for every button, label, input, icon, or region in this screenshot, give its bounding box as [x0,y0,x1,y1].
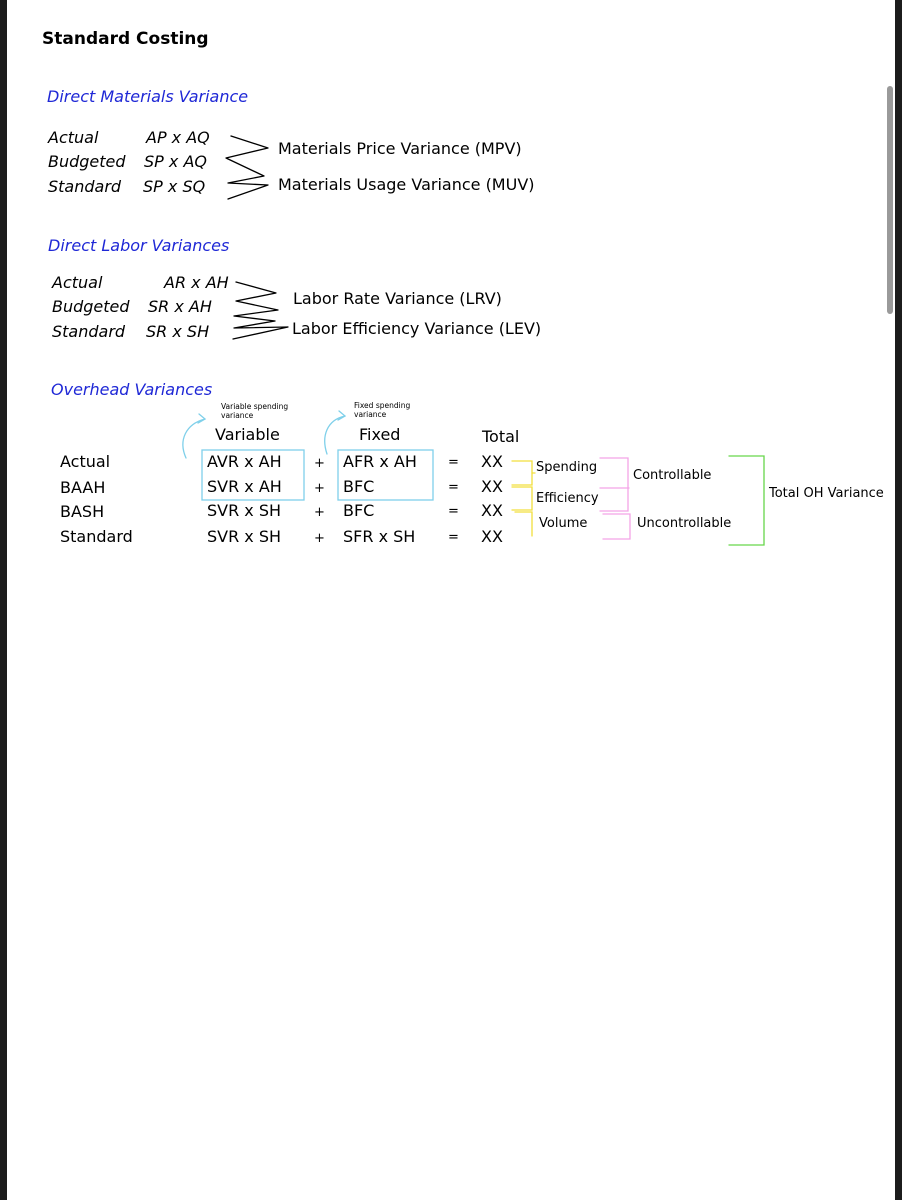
volume-label: Volume [539,516,588,531]
fixed-spending-box [338,450,433,500]
overhead-total-cell: XX [481,501,503,520]
volume-bracket [515,512,532,536]
overhead-fixed-cell: AFR x AH [343,452,417,471]
materials-row-label: Actual [48,128,99,147]
total-oh-bracket [729,456,764,545]
labor-row-label: Standard [52,322,126,341]
materials-usage-variance: Materials Usage Variance (MUV) [278,175,535,194]
equals-sign: = [448,455,459,470]
overhead-total-cell: XX [481,477,503,496]
plus-sign: + [314,481,325,496]
materials-price-variance: Materials Price Variance (MPV) [278,139,522,158]
materials-row-formula: AP x AQ [146,128,210,147]
overhead-heading: Overhead Variances [51,380,213,399]
total-oh-variance-label: Total OH Variance [769,486,884,501]
labor-row-label: Budgeted [52,297,130,316]
equals-sign: = [448,480,459,495]
overhead-variable-cell: AVR x AH [207,452,282,471]
materials-row-formula: SP x SQ [143,177,206,196]
materials-chevron-strokes [226,136,268,199]
overhead-variable-cell: SVR x AH [207,477,282,496]
overhead-row-label: Standard [60,527,133,546]
overhead-total-cell: XX [481,527,503,546]
overhead-variable-cell: SVR x SH [207,501,282,520]
overhead-row-label: Actual [60,452,111,471]
materials-heading: Direct Materials Variance [47,87,249,106]
variable-spending-note: Variable spending variance [221,402,289,420]
variable-spending-box [202,450,304,500]
equals-sign: = [448,530,459,545]
controllable-label: Controllable [633,468,712,483]
materials-row-label: Budgeted [48,152,126,171]
controllable-bracket [600,458,628,511]
labor-row-formula: AR x AH [164,273,229,292]
uncontrollable-bracket [603,514,630,539]
plus-sign: + [314,456,325,471]
labor-chevron-strokes [233,282,288,339]
column-header-total: Total [482,427,520,446]
overhead-fixed-cell: BFC [343,477,375,496]
materials-row-formula: SP x AQ [144,152,207,171]
labor-row-label: Actual [52,273,103,292]
column-header-fixed: Fixed [359,425,401,444]
overhead-variable-cell: SVR x SH [207,527,282,546]
overhead-fixed-cell: SFR x SH [343,527,416,546]
fixed-curved-arrow [325,416,345,454]
page-title: Standard Costing [42,29,209,49]
overhead-fixed-cell: BFC [343,501,375,520]
plus-sign: + [314,505,325,520]
labor-efficiency-variance: Labor Efficiency Variance (LEV) [292,319,542,338]
spending-label: Spending [536,460,598,475]
labor-row-formula: SR x AH [148,297,212,316]
spending-bracket [512,461,532,485]
labor-rate-variance: Labor Rate Variance (LRV) [293,289,502,308]
efficiency-bracket [512,487,532,510]
materials-row-label: Standard [48,177,122,196]
fixed-spending-note: Fixed spending variance [354,401,411,419]
overhead-row-label: BAAH [60,478,106,497]
equals-sign: = [448,504,459,519]
efficiency-label: Efficiency [536,491,599,506]
plus-sign: + [314,531,325,546]
overhead-total-cell: XX [481,452,503,471]
column-header-variable: Variable [215,425,280,444]
uncontrollable-label: Uncontrollable [637,516,732,531]
overhead-row-label: BASH [60,502,105,521]
labor-row-formula: SR x SH [146,322,210,341]
labor-heading: Direct Labor Variances [48,236,230,255]
